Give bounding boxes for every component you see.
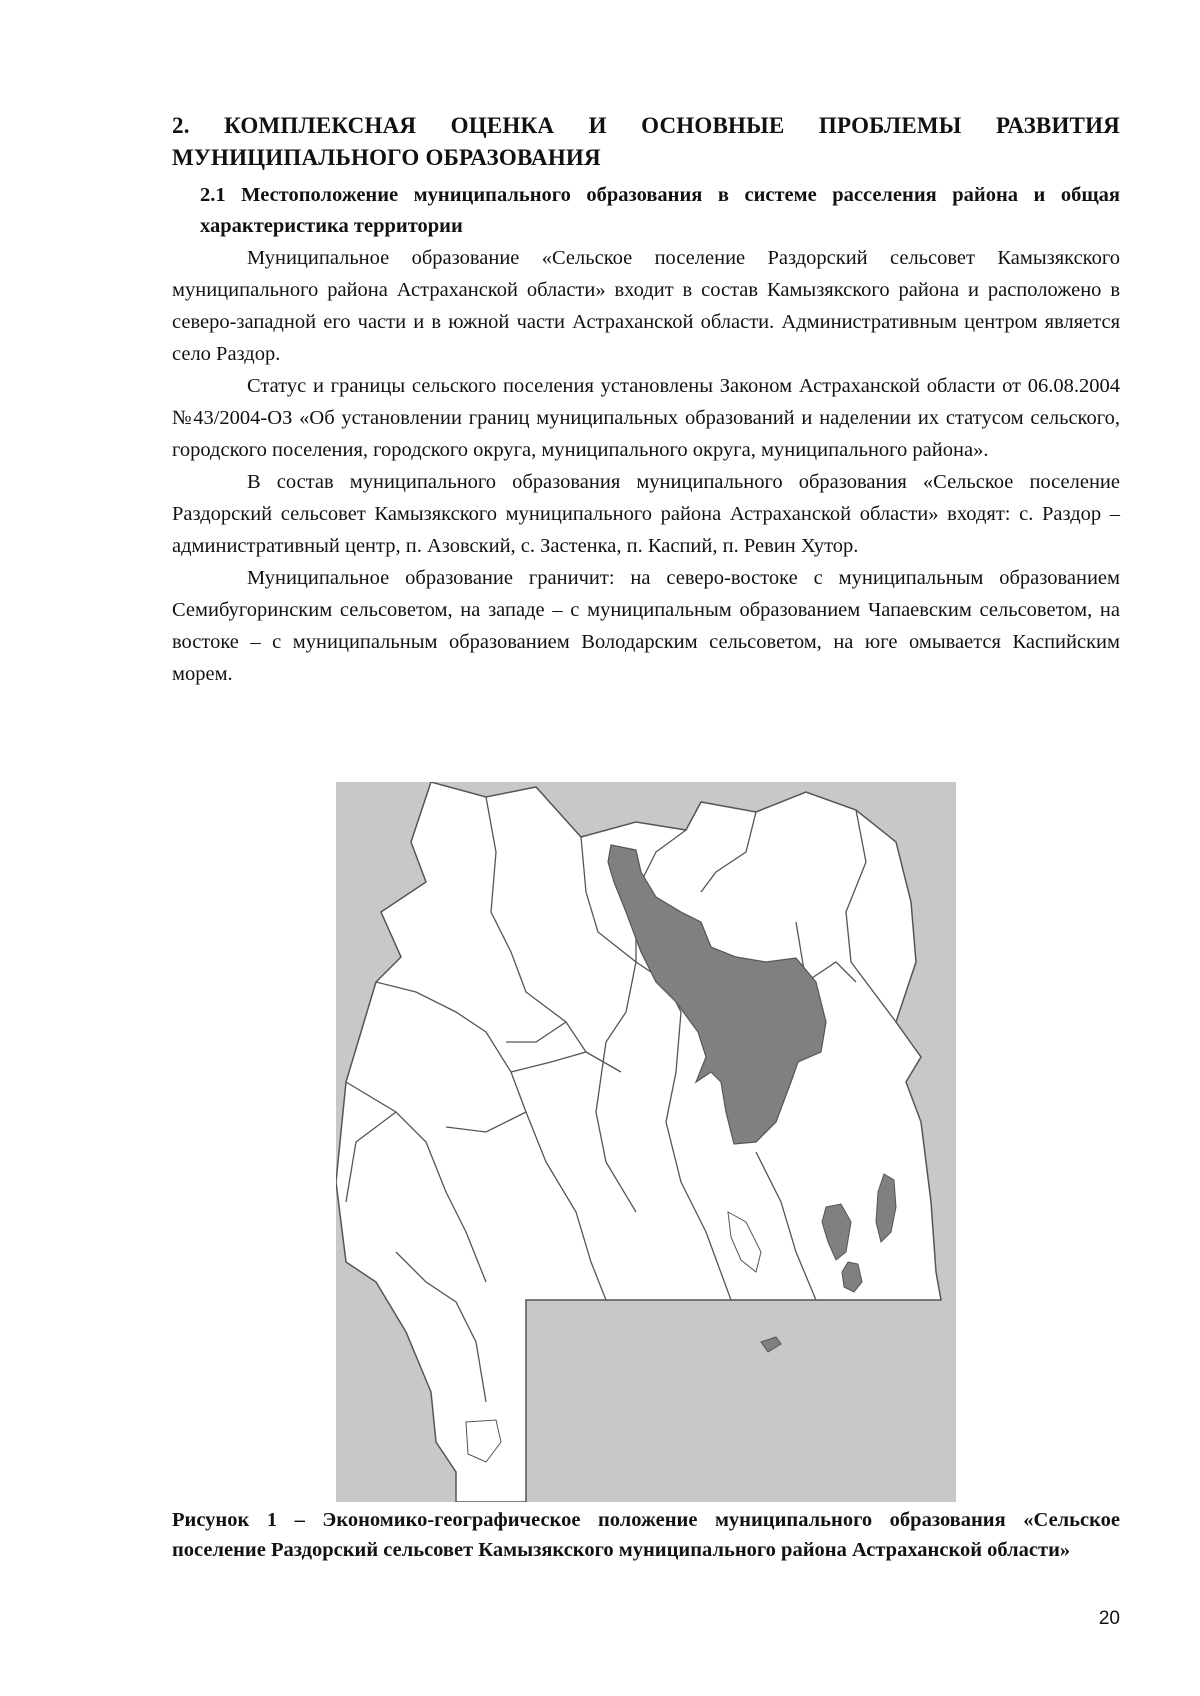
paragraph-settlements: В состав муниципального образования муниципального образования «Сельское поселение Раздорский сельсовет Камызякского муниципального района Астраханской области» входят: с. Раздор – административный центр, п. Азовский, с. Застенка, п. Каспий, п. Ревин Хутор. [172, 471, 1120, 557]
page-number: 20 [1098, 1608, 1120, 1629]
paragraph-status: Статус и границы сельского поселения установлены Законом Астраханской области от 06.08.2004 №43/2004-ОЗ «Об установлении границ муниципальных образований и наделении их статусом сельского, городского поселения, городского округа, муниципального округа, муниципального района». [172, 375, 1120, 461]
section-heading: 2. КОМПЛЕКСНАЯ ОЦЕНКА И ОСНОВНЫЕ ПРОБЛЕМЫ РАЗВИТИЯ МУНИЦИПАЛЬНОГО ОБРАЗОВАНИЯ [172, 113, 1120, 170]
paragraph-location: Муниципальное образование «Сельское поселение Раздорский сельсовет Камызякского муниципального района Астраханской области» входит в состав Камызякского района и расположено в северо-западной его части и в южной части Астраханской области. Административным центром является село Раздор. [172, 247, 1120, 365]
location-map [336, 782, 956, 1502]
figure-caption: Рисунок 1 – Экономико-географическое положение муниципального образования «Сельское поселение Раздорский сельсовет Камызякского муниципального района Астраханской области» [172, 1509, 1120, 1561]
paragraph-borders: Муниципальное образование граничит: на северо-востоке с муниципальным образованием Семибугоринским сельсоветом, на западе – с муниципальным образованием Чапаевским сельсоветом, на востоке – с муниципальным образованием Володарским сельсоветом, на юге омывается Каспийским морем. [172, 567, 1120, 685]
subsection-heading: 2.1 Местоположение муниципального образования в системе расселения района и общая характеристика территории [200, 184, 1120, 237]
body-text [172, 242, 1120, 690]
